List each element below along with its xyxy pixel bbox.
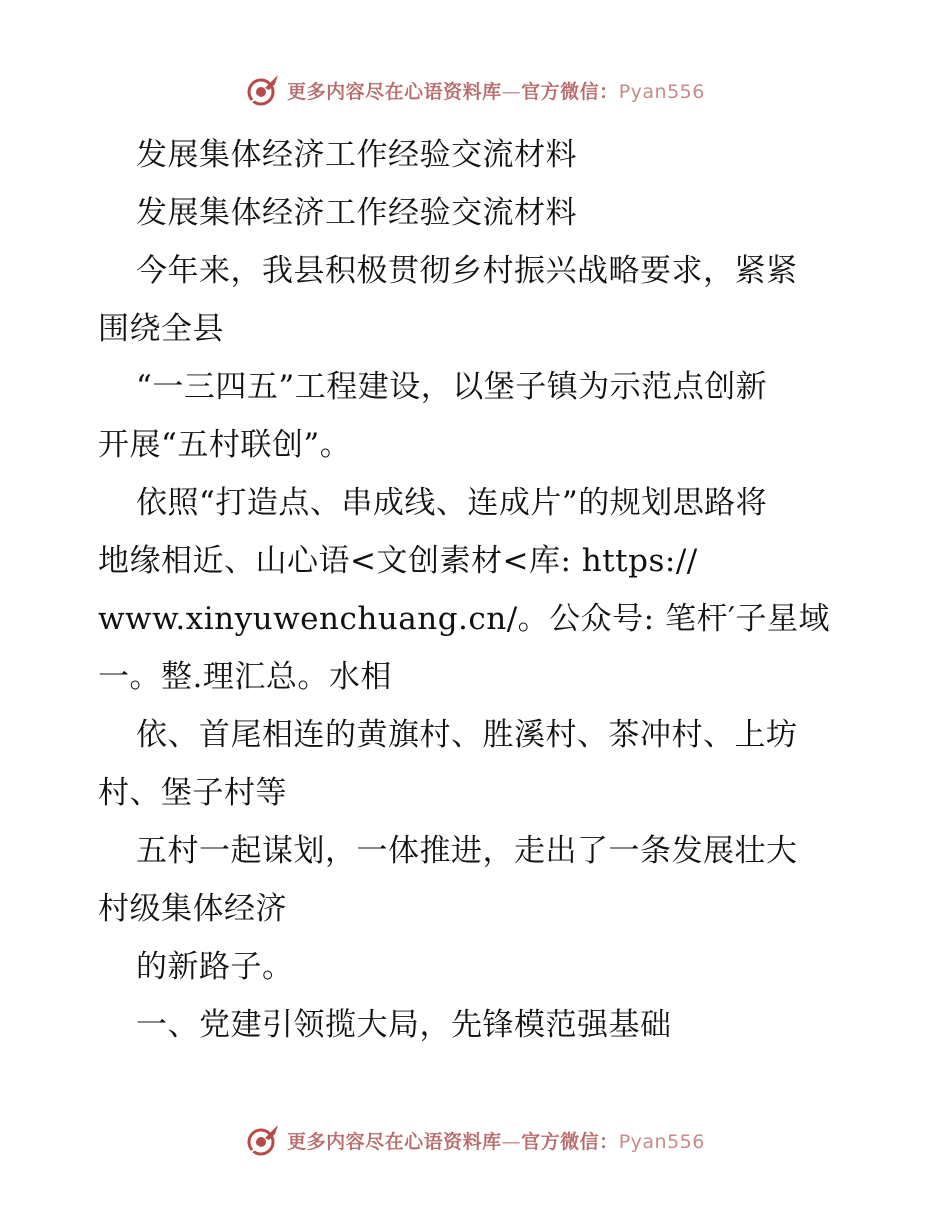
header-wechat-label: 官方微信：: [521, 80, 619, 103]
paragraph-line: 村、堡子村等: [98, 775, 287, 811]
section-heading: 一、党建引领揽大局，先锋模范强基础: [136, 1007, 672, 1043]
footer-wechat-id: Pyan556: [618, 1130, 705, 1153]
header-site-name: 更多内容尽在心语资料库: [287, 80, 502, 103]
header-banner-text: [287, 77, 705, 104]
header-dash: —: [501, 80, 522, 103]
paragraph-line: 五村一起谋划，一体推进，走出了一条发展壮大: [136, 833, 798, 869]
quill-logo-icon: [245, 72, 281, 108]
paragraph-line: 依照“打造点、串成线、连成片”的规划思路将: [136, 485, 768, 521]
footer-dash: —: [501, 1130, 522, 1153]
footer-banner-text: [287, 1127, 705, 1154]
doc-title: 发展集体经济工作经验交流材料: [136, 137, 577, 173]
paragraph-line: 围绕全县: [98, 311, 224, 347]
document-body: [98, 126, 858, 1054]
footer-banner: [0, 1120, 950, 1160]
paragraph-line: 开展“五村联创”。: [98, 427, 352, 463]
paragraph-line: 依、首尾相连的黄旗村、胜溪村、茶冲村、上坊: [136, 717, 798, 753]
paragraph-line: 地缘相近、山心语<文创素材<库: https://: [98, 543, 698, 579]
footer-site-name: 更多内容尽在心语资料库: [287, 1130, 502, 1153]
quill-logo-icon: [245, 1122, 281, 1158]
header-banner: [0, 70, 950, 110]
paragraph-line: 今年来，我县积极贯彻乡村振兴战略要求，紧紧: [136, 253, 798, 289]
paragraph-line: “一三四五”工程建设，以堡子镇为示范点创新: [136, 369, 768, 405]
footer-wechat-label: 官方微信：: [521, 1130, 619, 1153]
paragraph-line: 一。整.理汇总。水相: [98, 659, 392, 695]
paragraph-line: 村级集体经济: [98, 891, 287, 927]
header-wechat-id: Pyan556: [618, 80, 705, 103]
doc-subtitle: 发展集体经济工作经验交流材料: [136, 195, 577, 231]
paragraph-line: www.xinyuwenchuang.cn/。公众号: 笔杆′子星域: [98, 601, 831, 637]
paragraph-line: 的新路子。: [136, 949, 294, 985]
